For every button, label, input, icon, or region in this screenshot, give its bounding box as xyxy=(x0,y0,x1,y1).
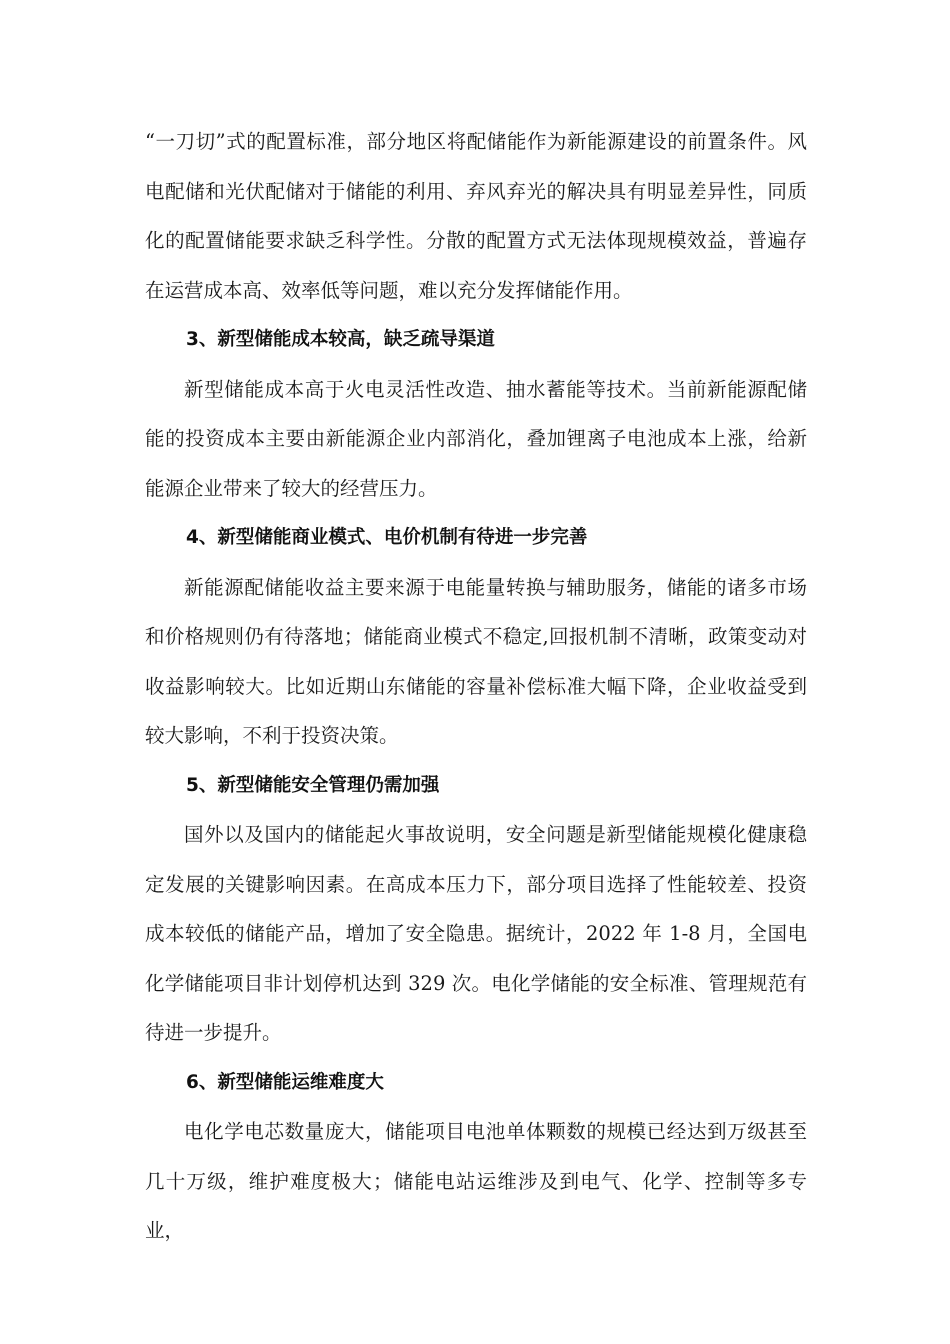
paragraph-business-model: 新能源配储能收益主要来源于电能量转换与辅助服务，储能的诸多市场和价格规则仍有待落地；储能商业模式不稳定,回报机制不清晰，政策变动对收益影响较大。比如近期山东储能的容量补偿标准大幅下降，企业收益受到较大影响，不利于投资决策。 xyxy=(145,575,807,747)
heading-section-3: 3、新型储能成本较高，缺乏疏导渠道 xyxy=(186,329,495,350)
paragraph-cost: 新型储能成本高于火电灵活性改造、抽水蓄能等技术。当前新能源配储能的投资成本主要由新能源企业内部消化，叠加锂离子电池成本上涨，给新能源企业带来了较大的经营压力。 xyxy=(145,377,807,500)
paragraph-safety: 国外以及国内的储能起火事故说明，安全问题是新型储能规模化健康稳定发展的关键影响因素。在高成本压力下，部分项目选择了性能较差、投资成本较低的储能产品，增加了安全隐患。据统计，2022 年 1-8 月，全国电化学储能项目非计划停机达到 329 次。电化学储能的安全标准、管理规范有待进一步提升。 xyxy=(145,823,807,1044)
heading-section-4: 4、新型储能商业模式、电价机制有待进一步完善 xyxy=(186,527,588,548)
document-body xyxy=(145,117,807,1256)
paragraph-maintenance: 电化学电芯数量庞大，储能项目电池单体颗数的规模已经达到万级甚至几十万级，维护难度极大；储能电站运维涉及到电气、化学、控制等多专业， xyxy=(145,1120,807,1242)
paragraph-config-standard: “一刀切”式的配置标准，部分地区将配储能作为新能源建设的前置条件。风电配储和光伏配储对于储能的利用、弃风弃光的解决具有明显差异性，同质化的配置储能要求缺乏科学性。分散的配置方式无法体现规模效益，普遍存在运营成本高、效率低等问题，难以充分发挥储能作用。 xyxy=(145,130,807,302)
heading-section-5: 5、新型储能安全管理仍需加强 xyxy=(186,774,440,796)
heading-section-6: 6、新型储能运维难度大 xyxy=(186,1071,384,1093)
